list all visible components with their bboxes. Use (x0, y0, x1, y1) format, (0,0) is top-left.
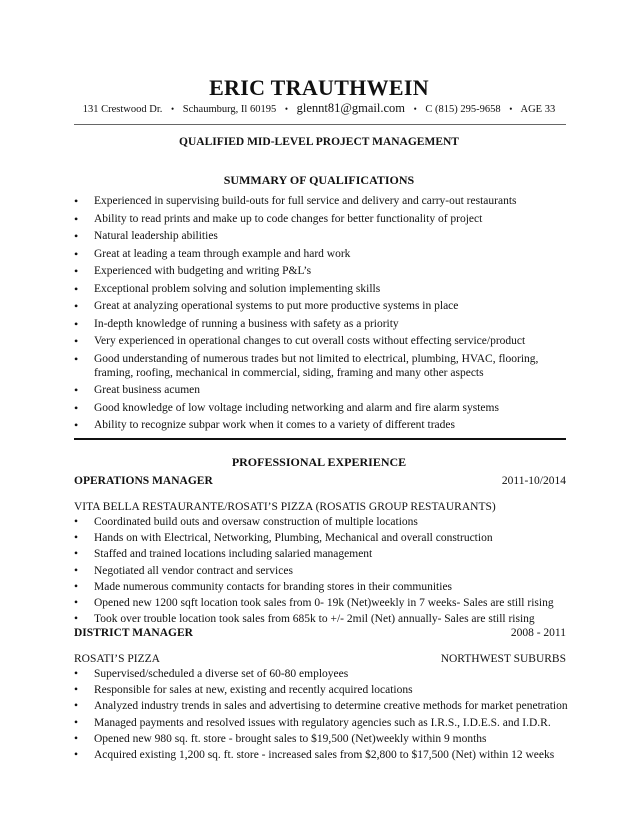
list-item: • Opened new 980 sq. ft. store - brought sales to $19,500 (Net)weekly within 9 months (74, 732, 574, 746)
bullet-separator: • (509, 104, 513, 114)
city: Schaumburg, Il 60195 (182, 104, 277, 115)
list-item: • Good knowledge of low voltage including networking and alarm and fire alarm systems (74, 401, 574, 415)
list-item: • Coordinated build outs and oversaw construction of multiple locations (74, 515, 574, 529)
job-role: OPERATIONS MANAGER (74, 475, 213, 487)
job-role: DISTRICT MANAGER (74, 627, 193, 639)
list-item: • Very experienced in operational changes to cut overall costs without effecting service/product (74, 334, 574, 348)
job-2-company-row (74, 652, 566, 666)
list-item: • Good understanding of numerous trades but not limited to electrical, plumbing, HVAC, flooring, framing, roofing, mechanical in commercial, siding, framing and many other aspects (74, 352, 574, 380)
experience-title: PROFESSIONAL EXPERIENCE (231, 455, 407, 469)
list-item: • Negotiated all vendor contract and services (74, 564, 574, 578)
list-item: • Took over trouble location took sales from 685k to +/- 2mil (Net) annually- Sales are still rising (74, 612, 574, 626)
bullet-separator: • (284, 104, 289, 114)
job-company: ROSATI’S PIZZA (74, 653, 160, 665)
list-item: • Supervised/scheduled a diverse set of 60-80 employees (74, 667, 574, 681)
list-item: • Natural leadership abilities (74, 229, 574, 243)
list-item: • Analyzed industry trends in sales and advertising to determine creative methods for market penetration (74, 699, 574, 713)
list-item: • Ability to recognize subpar work when it comes to a variety of different trades (74, 418, 574, 432)
list-item: • Exceptional problem solving and solution implementing skills (74, 282, 574, 296)
summary-title: SUMMARY OF QUALIFICATIONS (223, 173, 415, 187)
list-item: • Opened new 1200 sqft location took sales from 0- 19k (Net)weekly in 7 weeks- Sales are still rising (74, 596, 574, 610)
phone: C (815) 295-9658 (425, 104, 501, 115)
list-item: • Great at analyzing operational systems to put more productive systems in place (74, 299, 574, 313)
list-item: • In-depth knowledge of running a business with safety as a priority (74, 317, 574, 331)
summary-list (74, 194, 574, 436)
list-item: • Experienced in supervising build-outs for full service and delivery and carry-out restaurants (74, 194, 574, 208)
list-item: • Experienced with budgeting and writing P&L’s (74, 264, 574, 278)
list-item: • Responsible for sales at new, existing and recently acquired locations (74, 683, 574, 697)
bullet-separator: • (413, 104, 417, 114)
headline: QUALIFIED MID-LEVEL PROJECT MANAGEMENT (179, 136, 459, 148)
list-item: • Great at leading a team through example and hard work (74, 247, 574, 261)
job-dates: 2011-10/2014 (501, 475, 566, 487)
job-2-header (74, 626, 566, 640)
job-1-company-row (74, 500, 566, 514)
job-2-duties (74, 667, 574, 764)
list-item: • Ability to read prints and make up to code changes for better functionality of project (74, 212, 574, 226)
header-divider (74, 124, 566, 125)
job-1-header (74, 474, 566, 488)
list-item: • Hands on with Electrical, Networking, Plumbing, Mechanical and overall construction (74, 531, 574, 545)
job-company: VITA BELLA RESTAURANTE/ROSATI’S PIZZA (ROSATIS GROUP RESTAURANTS) (74, 501, 496, 513)
candidate-name: ERIC TRAUTHWEIN (209, 75, 429, 100)
section-divider (74, 438, 566, 440)
list-item: • Great business acumen (74, 383, 574, 397)
list-item: • Managed payments and resolved issues with regulatory agencies such as I.R.S., I.D.E.S. and I.D.R. (74, 716, 574, 730)
list-item: • Made numerous community contacts for branding stores in their communities (74, 580, 574, 594)
job-dates: 2008 - 2011 (510, 627, 566, 639)
bullet-separator: • (171, 104, 175, 114)
job-location: NORTHWEST SUBURBS (440, 653, 566, 665)
email[interactable]: glennt81@gmail.com (296, 101, 406, 115)
list-item: • Acquired existing 1,200 sq. ft. store - increased sales from $2,800 to $17,500 (Net) within 12 weeks (74, 748, 574, 762)
contact-line (0, 101, 638, 117)
address: 131 Crestwood Dr. (82, 104, 163, 115)
list-item: • Staffed and trained locations including salaried management (74, 547, 574, 561)
age: AGE 33 (520, 104, 556, 115)
job-1-duties (74, 515, 574, 628)
